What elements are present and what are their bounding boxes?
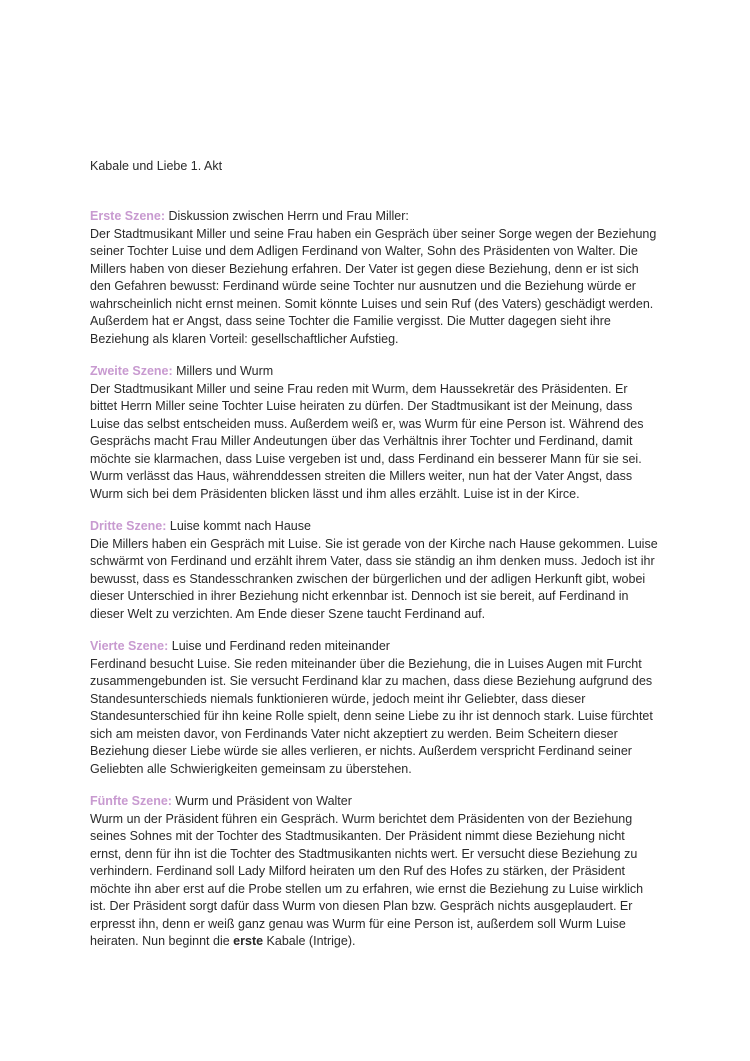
- text-line: wahrscheinlich nicht ernst meinen. Somit könnte Luises und sein Ruf (des Vaters) geschädigt werden.: [90, 296, 654, 311]
- text-line: Ferdinand besucht Luise. Sie reden miteinander über die Beziehung, die in Luises Augen mit Furcht: [90, 656, 642, 671]
- text-line: dieser Welt zu verzichten. Am Ende dieser Szene taucht Ferdinand auf.: [90, 606, 486, 621]
- text-line: sich am meisten davor, von Ferdinands Vater nicht akzeptiert zu werden. Beim Scheitern dieser: [90, 726, 618, 741]
- scene-title: Diskussion zwischen Herrn und Frau Miller:: [165, 209, 409, 223]
- text-line: Wurm verlässt das Haus, währenddessen streiten die Millers weiter, nun hat der Vater Angst, dass: [90, 469, 633, 483]
- text-line: Wurm un der Präsident führen ein Gespräch. Wurm berichtet dem Präsidenten von der Beziehung: [90, 811, 633, 826]
- scene-title: Wurm und Präsident von Walter: [171, 794, 352, 808]
- scene-label: Erste Szene:: [90, 209, 166, 223]
- scene-label: Dritte Szene:: [90, 519, 167, 533]
- scene-heading: [90, 518, 665, 536]
- text-line: Wurm sich bei dem Präsidenten blicken lässt und ihm alles erzählt. Luise ist in der Kirce.: [90, 486, 580, 501]
- text-line: Luise das selbst entscheiden muss. Außerdem weiß er, was Wurm für eine Person ist. Während des: [90, 416, 644, 431]
- text-line: schwärmt von Ferdinand und erzählt ihrem Vater, dass sie ständig an ihm denken muss. Jedoch ist ihr: [90, 554, 655, 568]
- scene-text: [90, 536, 665, 624]
- scene-1: [90, 208, 665, 348]
- bold-word: erste: [233, 934, 264, 948]
- text-line: Der Stadtmusikant Miller und seine Frau haben ein Gespräch über seiner Sorge wegen der Beziehung: [90, 226, 657, 241]
- scene-label: Vierte Szene:: [90, 639, 169, 653]
- text-line: Standesunterschied für ihn keine Rolle spielt, denn seine Liebe zu ihr ist dennoch stark. Luise fürchtet: [90, 709, 653, 723]
- scene-heading: [90, 638, 665, 656]
- scene-title: Millers und Wurm: [172, 364, 274, 378]
- text-line: seiner Tochter Luise und dem Adligen Ferdinand von Walter, Sohn des Präsidenten von Walter. Die: [90, 244, 638, 258]
- scene-label: Fünfte Szene:: [90, 794, 172, 808]
- scene-text: [90, 226, 665, 349]
- scene-text: [90, 381, 665, 504]
- text-line-last: [90, 933, 665, 951]
- text-line: bewusst, dass es Standesschranken zwischen der bürgerlichen und der adligen Herkunft gibt, wobei: [90, 571, 646, 586]
- scene-title: Luise kommt nach Hause: [166, 519, 311, 533]
- scene-heading: [90, 208, 665, 226]
- text-line: Geliebten alle Schwierigkeiten gemeinsam zu überstehen.: [90, 761, 412, 776]
- text-line: Außerdem hat er Angst, dass seine Tochter die Familie vergisst. Die Mutter dagegen sieht ihre: [90, 314, 611, 328]
- text-segment: heiraten. Nun beginnt die: [90, 934, 234, 948]
- text-line: erpresst ihn, denn er weiß ganz genau was Wurm für eine Person ist, außerdem soll Wurm Luise: [90, 916, 626, 931]
- scene-text: [90, 811, 665, 951]
- scene-text: [90, 656, 665, 779]
- document-title: Kabale und Liebe 1. Akt: [90, 159, 223, 173]
- text-line: Der Stadtmusikant Miller und seine Frau reden mit Wurm, dem Haussekretär des Präsidenten. Er: [90, 381, 628, 396]
- text-line: Die Millers haben ein Gespräch mit Luise. Sie ist gerade von der Kirche nach Hause gekommen. Luise: [90, 536, 658, 551]
- scene-label: Zweite Szene:: [90, 364, 173, 378]
- text-line: Beziehung dieser Liebe würde sie alles verlieren, er nichts. Außerdem verspricht Ferdinand seiner: [90, 744, 632, 758]
- text-line: dieser Unterschied in ihrer Beziehung nicht erkennbar ist. Dennoch ist sie bereit, auf Ferdinand in: [90, 589, 629, 603]
- text-line: bittet Herrn Miller seine Tochter Luise heiraten zu dürfen. Der Stadtmusikant ist der Meinung, dass: [90, 399, 633, 413]
- text-line: seines Sohnes mit der Tochter des Stadtmusikanten. Der Präsident nimmt diese Beziehung nicht: [90, 829, 625, 843]
- scene-4: [90, 638, 665, 778]
- text-line: Beziehung als klaren Vorteil: gesellschaftlicher Aufstieg.: [90, 331, 399, 346]
- text-line: Gesprächs macht Frau Miller Andeutungen über das Verhältnis ihrer Tochter und Ferdinand, damit: [90, 434, 633, 448]
- scene-heading: [90, 363, 665, 381]
- text-line: zusammengebunden ist. Sie versucht Ferdinand klar zu machen, dass diese Beziehung aufgrund des: [90, 674, 653, 688]
- text-line: Standesunterschieds niemals funktionieren würde, jedoch meint ihr Geliebter, dass dieser: [90, 691, 586, 706]
- text-segment: Kabale (Intrige).: [263, 934, 356, 948]
- text-line: möchte ihn aber erst auf die Probe stellen um zu erfahren, wie ernst die Beziehung zu Luise wirklich: [90, 881, 644, 896]
- scene-3: [90, 518, 665, 623]
- text-line: ist. Der Präsident sorgt dafür dass Wurm von diesen Plan bzw. Gespräch nichts ausgeplaudert. Er: [90, 899, 633, 913]
- text-line: ernst, denn für ihn ist die Tochter des Stadtmusikanten nichts wert. Er versucht diese Beziehung zu: [90, 846, 638, 861]
- document-body: [90, 208, 665, 966]
- text-line: Millers haben von dieser Beziehung erfahren. Der Vater ist gegen diese Beziehung, denn er ist sich: [90, 261, 639, 276]
- scene-heading: [90, 793, 665, 811]
- scene-title: Luise und Ferdinand reden miteinander: [168, 639, 390, 653]
- text-line: den Gefahren bewusst: Ferdinand würde seine Tochter nur ausnutzen und die Beziehung würde er: [90, 279, 636, 293]
- text-line: möchte sie klarmachen, dass Luise vergeben ist und, dass Ferdinand ein besserer Mann für sie sei.: [90, 451, 642, 466]
- scene-5: [90, 793, 665, 951]
- scene-2: [90, 363, 665, 503]
- text-line: verhindern. Ferdinand soll Lady Milford heiraten um den Ruf des Hofes zu stärken, der Präsident: [90, 864, 626, 878]
